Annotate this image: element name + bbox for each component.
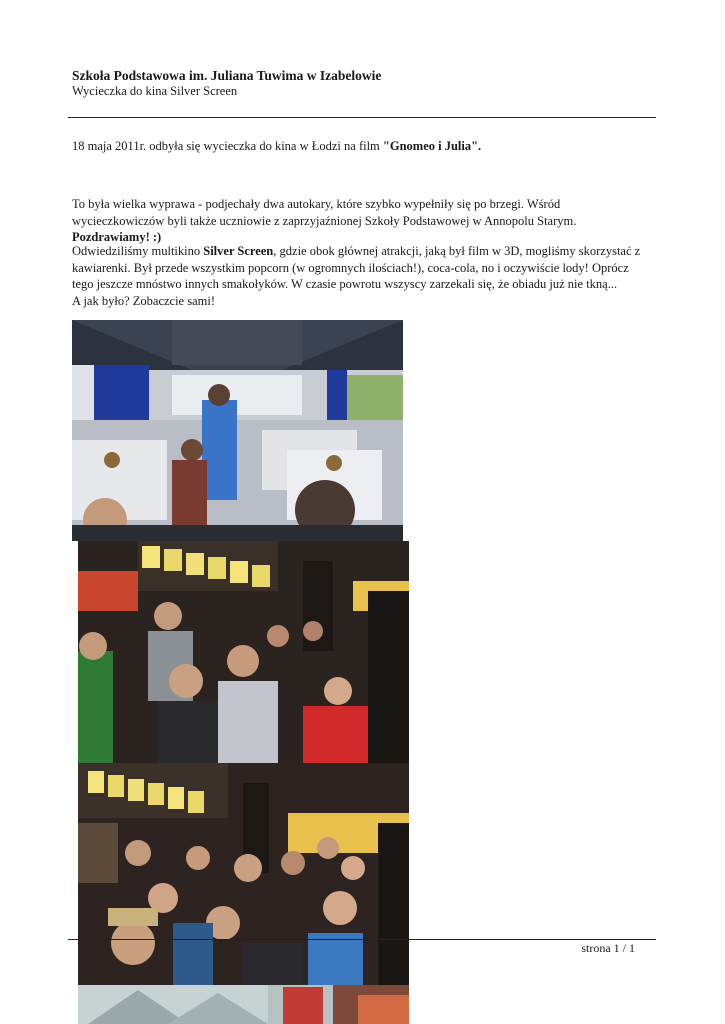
intro-text: 18 maja 2011r. odbyła się wycieczka do kina w Łodzi na film	[72, 139, 383, 153]
paragraph-trip	[72, 196, 648, 246]
lobby-partial-photo	[78, 985, 409, 1024]
cinema-name: Silver Screen	[203, 244, 274, 258]
cinema-text-c: A jak było? Zobaczcie sami!	[72, 293, 215, 308]
page-number: strona 1 / 1	[581, 941, 635, 955]
cinema-crowd-photo	[78, 763, 409, 985]
cinema-text-b: , gdzie obok głównej atrakcji, jaką był film w 3D, mogliśmy skorzystać z kawiarenki. Był przede wszystkim popcorn (w ogromnych ilościach!), coca-cola, no i oczywiście lody! Oprócz tego jeszcze mnóstwo innych smakołyków. W czasie powrotu wszyscy zarzekali się, że obiadu już nie tkną...	[72, 244, 641, 291]
article-title: Wycieczka do kina Silver Screen	[72, 84, 238, 98]
film-title: "Gnomeo i Julia".	[382, 139, 482, 153]
paragraph-cinema	[72, 243, 648, 309]
greeting-text: Pozdrawiamy! :)	[72, 230, 162, 244]
cinema-lobby-photo	[78, 541, 409, 763]
school-name: Szkoła Podstawowa im. Juliana Tuwima w Izabelowie	[72, 68, 382, 83]
footer-divider	[68, 939, 656, 940]
trip-text: To była wielka wyprawa - podjechały dwa autokary, które szybko wypełniły się po brzegi. Wśród wycieczkowiczów byli także uczniowie z zaprzyjaźnionej Szkoły Podstawowej w Annopolu Starym.	[72, 197, 577, 228]
cinema-text-a: Odwiedziliśmy multikino	[72, 244, 204, 258]
bus-interior-photo	[72, 320, 403, 541]
header-divider	[68, 117, 656, 118]
paragraph-intro	[72, 138, 648, 155]
